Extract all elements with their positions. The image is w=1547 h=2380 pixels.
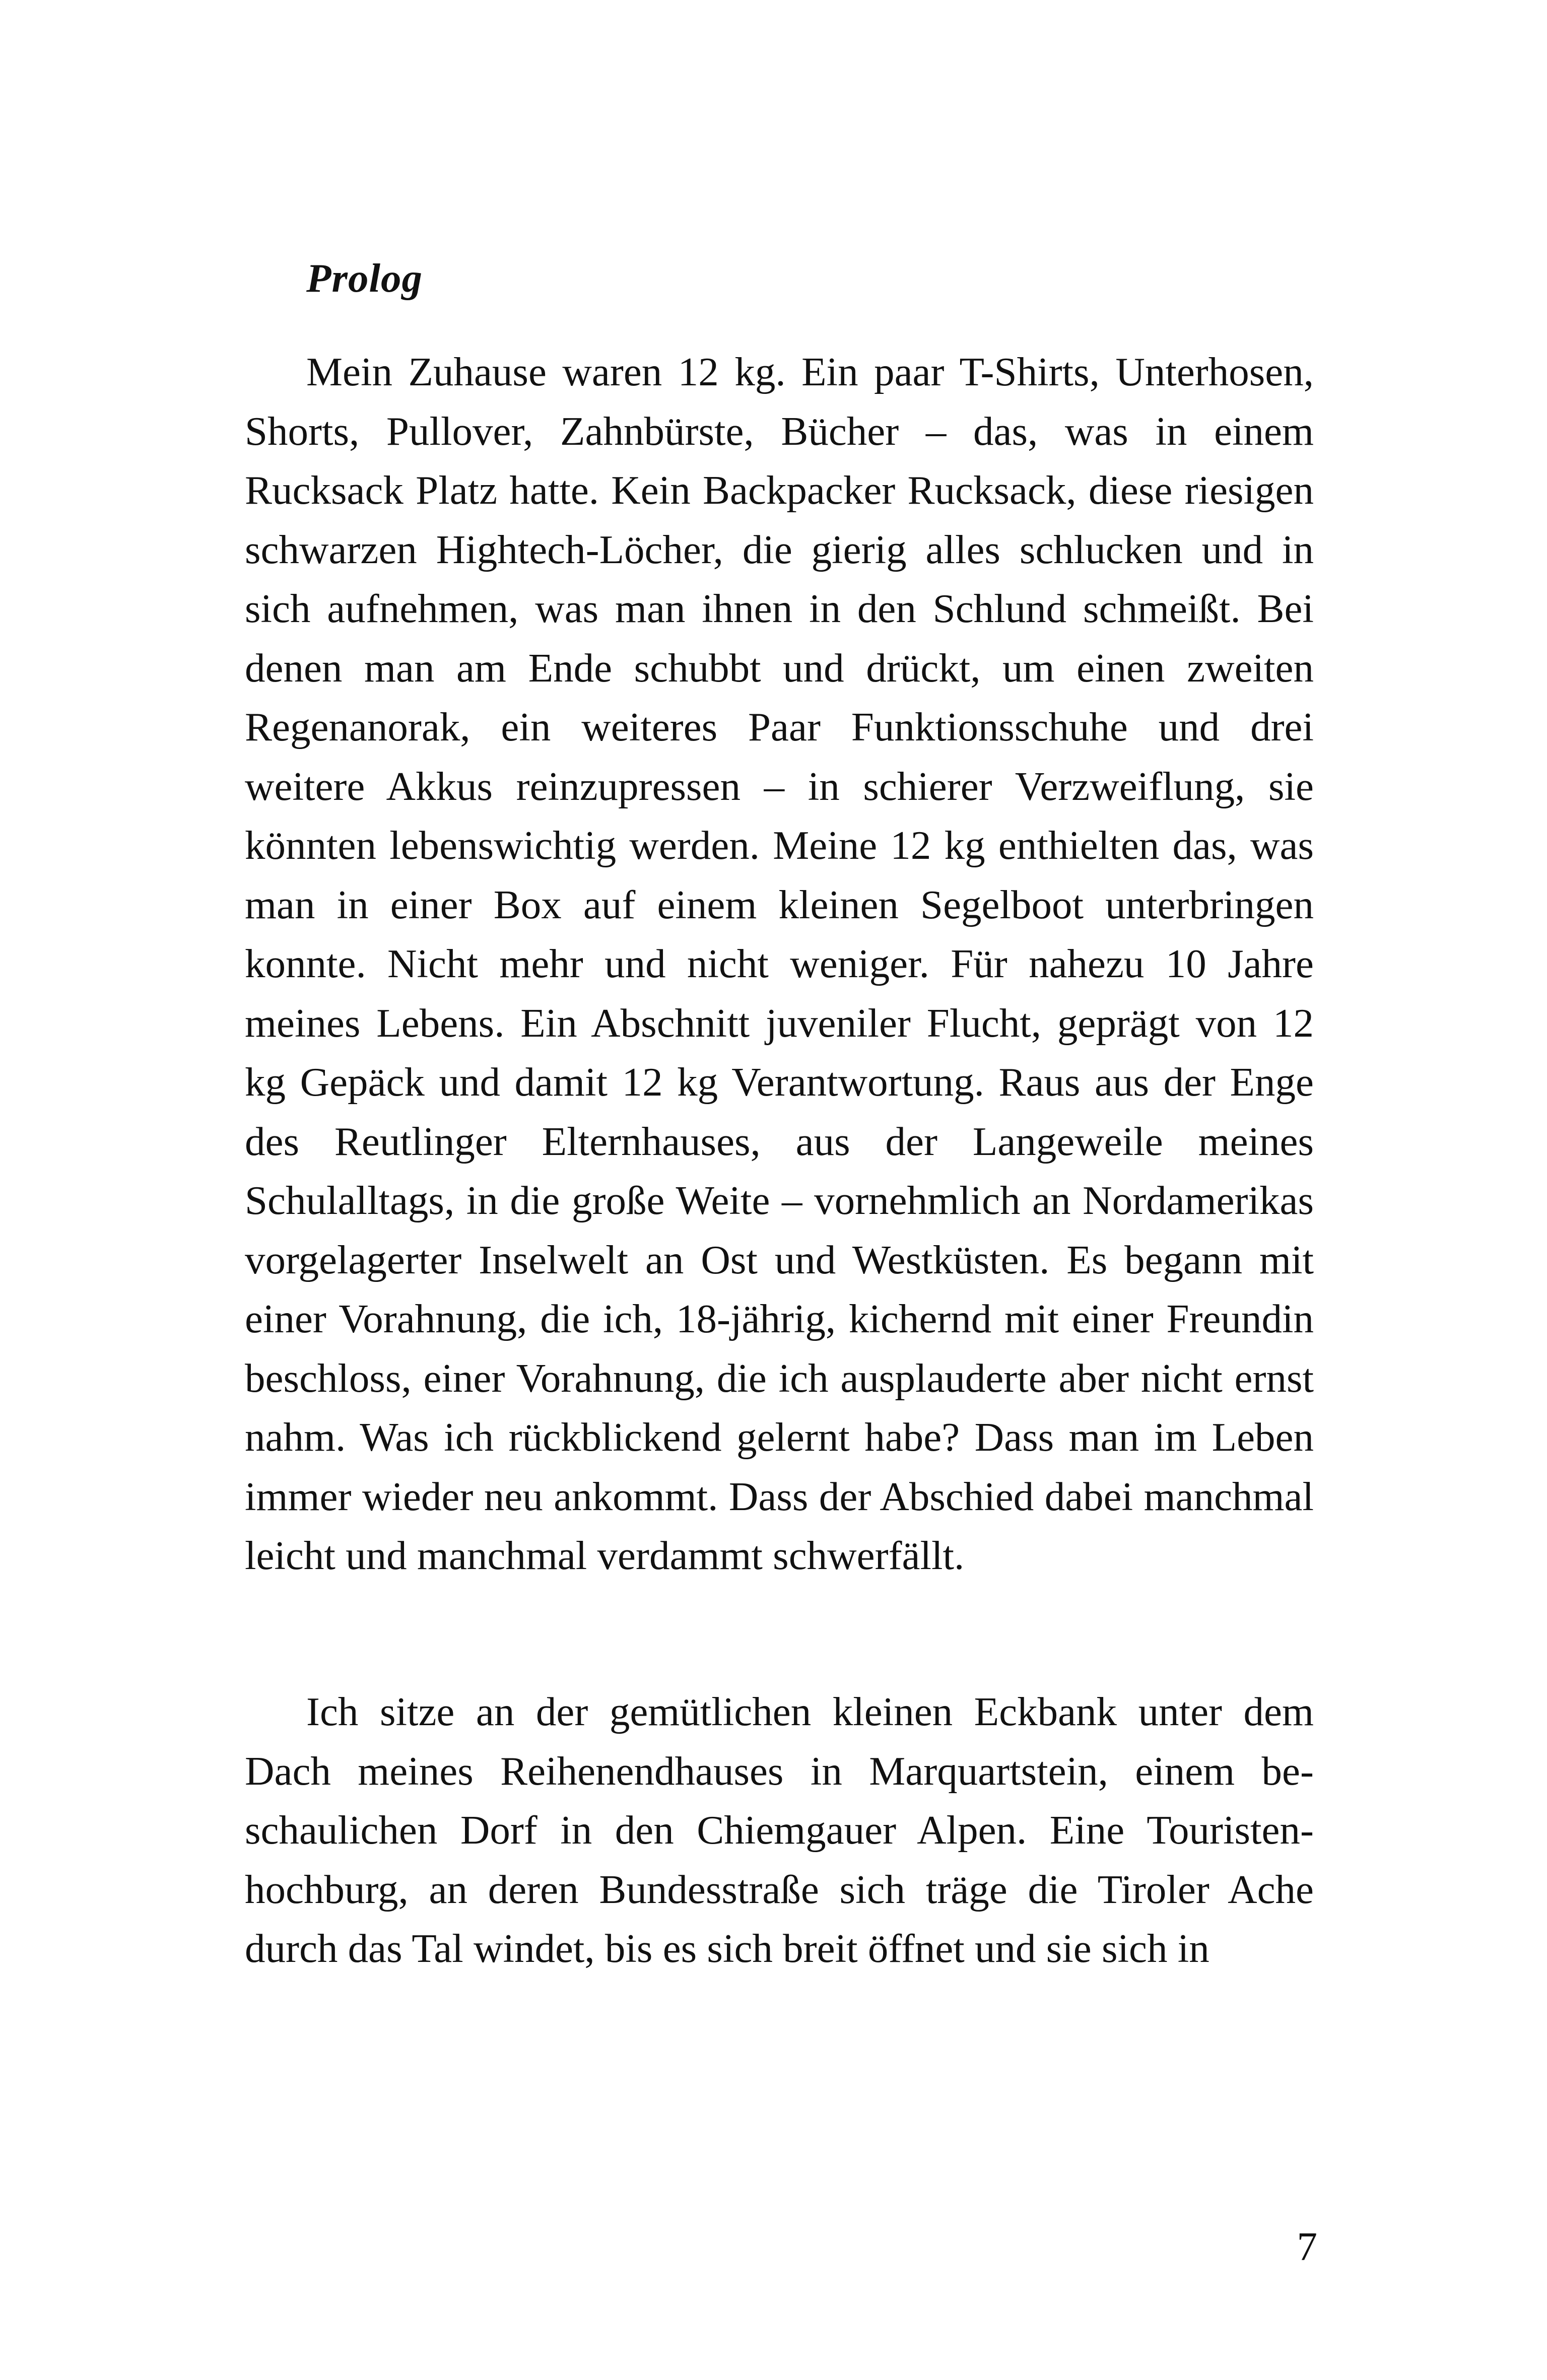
paragraph-1: Mein Zuhause waren 12 kg. Ein paar T-Shirts, Unterhosen, Shorts, Pullover, Zahnbürste, Bücher – das, was in einem Rucksack Platz hatte. Kein Backpacker Rucksack, diese riesigen schwarzen Hightech-Löcher, die gierig alles schlucken und in sich aufnehmen, was man ihnen in den Schlund schmeißt. Bei denen man am Ende schubbt und drückt, um einen zweiten Regenanorak, ein weiteres Paar Funktionsschuhe und drei weitere Akkus reinzupressen – in schierer Verzweiflung, sie könnten lebenswichtig werden. Meine 12 kg enthielten das, was man in einer Box auf einem kleinen Segelboot unterbringen konnte. Nicht mehr und nicht weniger. Für nahezu 10 Jahre meines Lebens. Ein Abschnitt juveniler Flucht, geprägt von 12 kg Gepäck und damit 12 kg Verantwortung. Raus aus der Enge des Reutlinger Elternhauses, aus der Langeweile meines Schulalltags, in die große Weite – vornehmlich an Nordamerikas vorgelagerter Inselwelt an Ost und Westküsten. Es begann mit einer Vorahnung, die ich, 18-jährig, kichernd mit einer Freundin beschloss, einer Vorahnung, die ich ausplauderte aber nicht ernst nahm. Was ich rückblickend gelernt habe? Dass man im Leben immer wieder neu ankommt. Dass der Abschied dabei manchmal leicht und manchmal verdammt schwerfällt. bbox=[245, 349, 1314, 1578]
paragraph-2: Ich sitze an der gemütlichen kleinen Eckbank unter dem Dach meines Reihenendhauses in Marquartstein, einem beschaulichen Dorf in den Chiemgauer Alpen. Eine Touristenhochburg, an deren Bundesstraße sich träge die Tiroler Ache durch das Tal windet, bis es sich breit öffnet und sie sich in bbox=[245, 1689, 1314, 1971]
page-number: 7 bbox=[1297, 2224, 1317, 2269]
chapter-heading: Prolog bbox=[306, 255, 423, 301]
